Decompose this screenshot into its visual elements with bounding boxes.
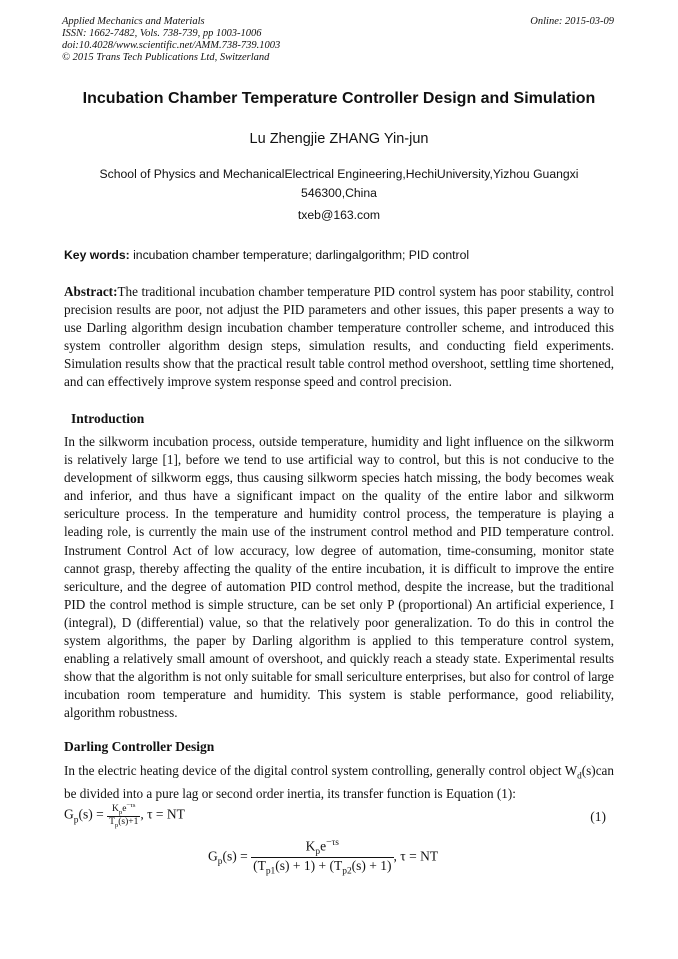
darling-text-after: (s)can be divided into a pure lag or second order inertia, its transfer function is Equation (1): xyxy=(64,763,614,801)
equation-2 xyxy=(208,838,438,877)
eq1-denominator xyxy=(107,816,140,829)
eq2-lhs: G xyxy=(208,848,218,864)
eq1-num-sub: p xyxy=(118,809,123,817)
darling-text-before: In the electric heating device of the digital control system controlling, generally control object W xyxy=(64,763,578,778)
copyright-line: © 2015 Trans Tech Publications Ltd, Switzerland xyxy=(62,52,270,63)
eq1-tail: , τ = NT xyxy=(140,806,185,822)
online-date: Online: 2015-03-09 xyxy=(530,16,614,27)
eq1-den-sub: p xyxy=(114,821,119,829)
eq2-num: K xyxy=(305,838,316,854)
eq1-numerator xyxy=(107,802,140,816)
eq1-fraction xyxy=(107,802,140,829)
keywords-text: incubation chamber temperature; darlingalgorithm; PID control xyxy=(129,248,470,262)
eq1-lhs: G xyxy=(64,806,74,822)
eq2-num-exp: −τs xyxy=(326,838,339,848)
eq2-den-b-sub: p2 xyxy=(342,866,352,877)
eq2-den-c: (s) + 1) xyxy=(351,858,392,874)
paper-authors: Lu Zhengjie ZHANG Yin-jun xyxy=(249,131,429,147)
abstract xyxy=(64,283,614,392)
darling-heading: Darling Controller Design xyxy=(64,739,215,754)
eq1-num-exp: −τs xyxy=(126,802,136,809)
paper-affiliation: School of Physics and MechanicalElectrical Engineering,HechiUniversity,Yizhou Guangxi 546300,China xyxy=(99,167,579,200)
eq2-den-a-sub: p1 xyxy=(265,866,276,877)
equation-1-number: (1) xyxy=(590,809,606,824)
eq2-num-sub: p xyxy=(315,847,321,858)
issn-line: ISSN: 1662-7482, Vols. 738-739, pp 1003-1006 xyxy=(62,28,262,39)
eq1-num: K xyxy=(112,804,119,815)
eq1-lhs-arg: (s) = xyxy=(78,806,108,822)
eq2-den-a: (T xyxy=(253,858,266,874)
abstract-label: Abstract: xyxy=(64,284,118,299)
eq2-denominator xyxy=(251,857,393,877)
eq1-num-e: e xyxy=(122,804,127,815)
equation-1 xyxy=(64,802,185,829)
eq1-den: T xyxy=(109,817,115,828)
darling-text xyxy=(64,762,614,803)
journal-name: Applied Mechanics and Materials xyxy=(62,16,205,27)
abstract-text: The traditional incubation chamber temperature PID control system has poor stability, control precision results are poor, not adjust the PID parameters and other issues, this paper presents a way to use Darling algorithm design incubation chamber temperature controller scheme, and introduced this system controller algorithm design steps, simulation results, and conducting field experiments. Simulation results show that the practical result table control method overshoot, settling time shortened, and can effectively improve system response speed and control precision. xyxy=(64,284,614,390)
keywords-label: Key words: xyxy=(64,248,130,262)
eq2-numerator xyxy=(251,838,393,857)
paper-title: Incubation Chamber Temperature Controller Design and Simulation xyxy=(82,90,596,107)
darling-sub-d: d xyxy=(577,770,582,781)
eq2-num-e: e xyxy=(320,838,327,854)
introduction-text: In the silkworm incubation process, outside temperature, humidity and light influence on the silkworm is relatively large [1], before we tend to use artificial way to control, but this is not conducive to the development of silkworm eggs, thus causing silkworm species hatch missing, the body becomes weak and inferior, and thus have a significant impact on the quality of the entire labor and silkworm sericulture process. In the temperature and humidity control process, the temperature is playing a leading role, is currently the main use of the instrument control method and PID temperature control. Instrument Control Act of low accuracy, low degree of automation, time-consuming, monitor state cannot grasp, thereby affecting the quality of the entire incubation, it is difficult to improve the entire sericulture, and the degree of automation PID control method, despite the increase, but the traditional PID the control method is simple structure, can be set only P (proportional) An artificial experience, I (integral), D (differential) value, so that the relatively poor generalization. To do this in control the system algorithms, the paper by Darling algorithm is applied to this temperature control system, enabling a relatively small amount of overshoot, and quickly reach a steady state. Experimental results show that the algorithm is not only suitable for small sericulture enterprises, but also for control of large incubation room temperature and humidity. This system is stable performance, good reliability, algorithm robustness. xyxy=(64,434,614,721)
doi-line: doi:10.4028/www.scientific.net/AMM.738-739.1003 xyxy=(62,40,281,51)
eq2-tail: , τ = NT xyxy=(393,848,439,864)
eq2-den-b: (s) + 1) + (T xyxy=(275,858,343,874)
eq1-den-rest: (s)+1 xyxy=(118,817,139,828)
introduction-heading: Introduction xyxy=(71,411,145,426)
eq1-lhs-sub: p xyxy=(73,815,79,826)
journal-header xyxy=(62,16,280,64)
eq2-fraction xyxy=(251,838,393,877)
paper-email: txeb@163.com xyxy=(297,208,381,222)
eq2-lhs-sub: p xyxy=(217,857,223,868)
keywords xyxy=(64,248,469,262)
eq2-lhs-arg: (s) = xyxy=(222,848,252,864)
